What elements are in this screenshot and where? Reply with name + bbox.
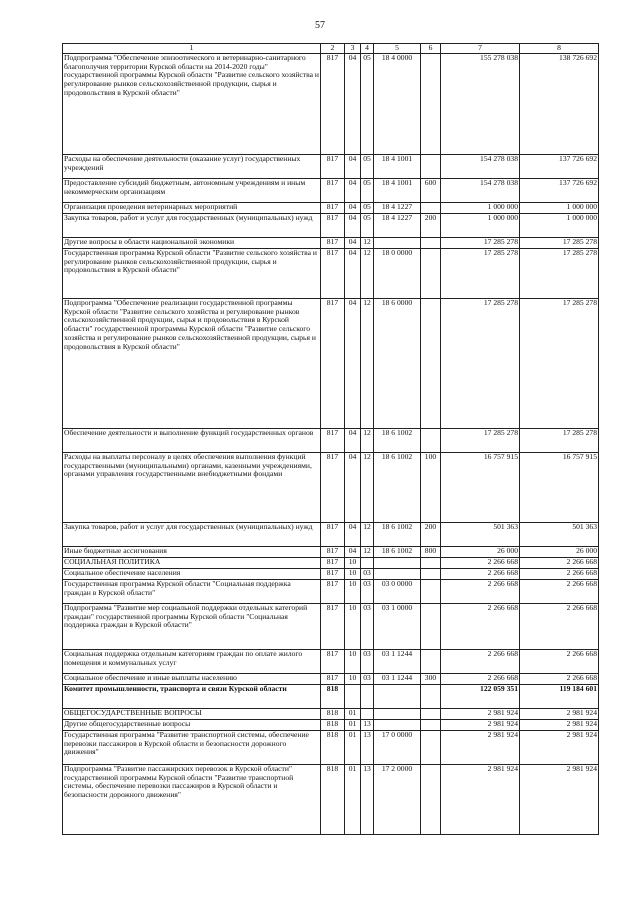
row-admin-code-cell: 817 xyxy=(321,453,345,523)
row-name-cell: Обеспечение деятельности и выполнение функций государственных органов xyxy=(63,429,321,453)
row-target-article-cell: 18 6 1002 xyxy=(374,547,421,558)
row-subsection-cell: 05 xyxy=(361,203,374,214)
table-row xyxy=(63,299,599,429)
row-amount-2016-cell: 1 000 000 xyxy=(441,203,520,214)
row-amount-2017-cell: 16 757 915 xyxy=(520,453,599,523)
row-admin-code-cell: 817 xyxy=(321,604,345,650)
row-amount-2017-cell: 137 726 692 xyxy=(520,155,599,179)
row-amount-2017-cell: 2 266 668 xyxy=(520,569,599,580)
row-amount-2017-cell: 2 266 668 xyxy=(520,674,599,685)
table-header-row xyxy=(63,44,599,54)
row-subsection-cell: 05 xyxy=(361,214,374,238)
row-section-cell: 10 xyxy=(345,558,361,569)
row-amount-2017-cell: 138 726 692 xyxy=(520,54,599,155)
table-row xyxy=(63,685,599,709)
row-amount-2016-cell: 155 278 038 xyxy=(441,54,520,155)
row-subsection-cell: 03 xyxy=(361,650,374,674)
row-amount-2016-cell: 154 278 038 xyxy=(441,179,520,203)
row-subsection-cell: 12 xyxy=(361,523,374,547)
row-amount-2017-cell: 2 266 668 xyxy=(520,650,599,674)
row-section-cell: 04 xyxy=(345,179,361,203)
row-name-cell: Предоставление субсидий бюджетным, автономным учреждениям и иным некоммерческим организациям xyxy=(63,179,321,203)
row-name-cell: Подпрограмма "Обеспечение эпизоотического и ветеринарно-санитарного благополучия территории Курской области на 2014-2020 годы" государственной программы Курской области "Развитие сельского хозяйства и регулирование рынков сельскохозяйственной продукции, сырья и продовольствия в Курской области" xyxy=(63,54,321,155)
row-subsection-cell: 13 xyxy=(361,720,374,731)
row-subsection-cell: 03 xyxy=(361,604,374,650)
row-target-article-cell: 18 4 1227 xyxy=(374,214,421,238)
row-amount-2017-cell: 2 266 668 xyxy=(520,558,599,569)
header-cell-7: 7 xyxy=(441,44,520,54)
row-amount-2016-cell: 2 266 668 xyxy=(441,558,520,569)
row-admin-code-cell: 817 xyxy=(321,558,345,569)
row-section-cell: 01 xyxy=(345,731,361,765)
header-cell-2: 2 xyxy=(321,44,345,54)
row-target-article-cell: 18 6 0000 xyxy=(374,299,421,429)
row-expense-type-cell: 200 xyxy=(421,523,441,547)
row-admin-code-cell: 817 xyxy=(321,674,345,685)
row-expense-type-cell xyxy=(421,650,441,674)
row-subsection-cell: 13 xyxy=(361,731,374,765)
table-row xyxy=(63,604,599,650)
row-admin-code-cell: 817 xyxy=(321,299,345,429)
row-subsection-cell: 03 xyxy=(361,580,374,604)
row-section-cell: 04 xyxy=(345,299,361,429)
row-amount-2016-cell: 2 266 668 xyxy=(441,569,520,580)
row-target-article-cell: 18 6 1002 xyxy=(374,523,421,547)
table-row xyxy=(63,453,599,523)
row-target-article-cell: 18 4 0000 xyxy=(374,54,421,155)
row-section-cell: 10 xyxy=(345,580,361,604)
row-name-cell: Подпрограмма "Развитие пассажирских перевозок в Курской области" государственной программы Курской области "Развитие транспортной системы, обеспечение перевозки пассажиров в Курской области и безопасности дорожного движения" xyxy=(63,765,321,835)
row-section-cell: 04 xyxy=(345,203,361,214)
row-expense-type-cell xyxy=(421,203,441,214)
row-expense-type-cell: 300 xyxy=(421,674,441,685)
table-row xyxy=(63,155,599,179)
row-section-cell: 04 xyxy=(345,429,361,453)
row-expense-type-cell xyxy=(421,558,441,569)
row-section-cell xyxy=(345,685,361,709)
row-name-cell: Закупка товаров, работ и услуг для государственных (муниципальных) нужд xyxy=(63,214,321,238)
row-subsection-cell: 13 xyxy=(361,765,374,835)
row-admin-code-cell: 817 xyxy=(321,155,345,179)
row-section-cell: 04 xyxy=(345,249,361,299)
row-name-cell: Организация проведения ветеринарных мероприятий xyxy=(63,203,321,214)
table-row xyxy=(63,731,599,765)
row-target-article-cell: 18 0 0000 xyxy=(374,249,421,299)
row-target-article-cell: 03 1 1244 xyxy=(374,674,421,685)
row-expense-type-cell xyxy=(421,249,441,299)
row-subsection-cell: 12 xyxy=(361,299,374,429)
row-amount-2016-cell: 17 285 278 xyxy=(441,238,520,249)
table-row xyxy=(63,547,599,558)
row-name-cell: Подпрограмма "Обеспечение реализации государственной программы Курской области "Развитие сельского хозяйства и регулирование рынков сельскохозяйственной продукции, сырья и продовольствия в Курской области" государственной программы Курской области "Развитие сельского хозяйства и регулирование рынков сельскохозяйственной продукции, сырья и продовольствия в Курской области" xyxy=(63,299,321,429)
row-amount-2016-cell: 17 285 278 xyxy=(441,299,520,429)
row-target-article-cell: 18 6 1002 xyxy=(374,429,421,453)
row-expense-type-cell xyxy=(421,709,441,720)
row-name-cell: Иные бюджетные ассигнования xyxy=(63,547,321,558)
row-amount-2016-cell: 2 981 924 xyxy=(441,765,520,835)
row-target-article-cell: 03 0 0000 xyxy=(374,580,421,604)
row-amount-2016-cell: 2 266 668 xyxy=(441,580,520,604)
row-expense-type-cell xyxy=(421,155,441,179)
row-amount-2016-cell: 2 981 924 xyxy=(441,731,520,765)
row-admin-code-cell: 817 xyxy=(321,523,345,547)
row-expense-type-cell xyxy=(421,765,441,835)
row-admin-code-cell: 818 xyxy=(321,709,345,720)
row-amount-2016-cell: 17 285 278 xyxy=(441,249,520,299)
row-name-cell: Другие вопросы в области национальной экономики xyxy=(63,238,321,249)
row-amount-2017-cell: 26 000 xyxy=(520,547,599,558)
row-target-article-cell: 18 4 1227 xyxy=(374,203,421,214)
table-row xyxy=(63,580,599,604)
row-amount-2017-cell: 1 000 000 xyxy=(520,214,599,238)
row-subsection-cell xyxy=(361,685,374,709)
row-admin-code-cell: 817 xyxy=(321,547,345,558)
header-cell-1: 1 xyxy=(63,44,321,54)
row-expense-type-cell xyxy=(421,685,441,709)
row-subsection-cell: 03 xyxy=(361,569,374,580)
row-amount-2016-cell: 2 266 668 xyxy=(441,650,520,674)
row-amount-2016-cell: 26 000 xyxy=(441,547,520,558)
row-name-cell: Расходы на обеспечение деятельности (оказание услуг) государственных учреждений xyxy=(63,155,321,179)
row-expense-type-cell xyxy=(421,238,441,249)
row-expense-type-cell xyxy=(421,580,441,604)
row-amount-2017-cell: 2 266 668 xyxy=(520,580,599,604)
table-row xyxy=(63,650,599,674)
row-target-article-cell xyxy=(374,238,421,249)
table-row xyxy=(63,429,599,453)
row-section-cell: 04 xyxy=(345,238,361,249)
row-admin-code-cell: 817 xyxy=(321,249,345,299)
row-amount-2017-cell: 2 266 668 xyxy=(520,604,599,650)
row-subsection-cell: 05 xyxy=(361,155,374,179)
table-row xyxy=(63,765,599,835)
row-subsection-cell xyxy=(361,558,374,569)
row-admin-code-cell: 817 xyxy=(321,569,345,580)
row-expense-type-cell: 800 xyxy=(421,547,441,558)
row-admin-code-cell: 817 xyxy=(321,650,345,674)
row-admin-code-cell: 817 xyxy=(321,203,345,214)
row-subsection-cell: 12 xyxy=(361,249,374,299)
row-expense-type-cell xyxy=(421,429,441,453)
row-amount-2016-cell: 16 757 915 xyxy=(441,453,520,523)
row-target-article-cell: 18 6 1002 xyxy=(374,453,421,523)
row-target-article-cell xyxy=(374,569,421,580)
row-target-article-cell: 17 0 0000 xyxy=(374,731,421,765)
row-amount-2017-cell: 17 285 278 xyxy=(520,429,599,453)
row-name-cell: Социальное обеспечение и иные выплаты населению xyxy=(63,674,321,685)
row-admin-code-cell: 817 xyxy=(321,179,345,203)
table-row xyxy=(63,569,599,580)
row-section-cell: 04 xyxy=(345,523,361,547)
table-row xyxy=(63,523,599,547)
row-subsection-cell: 12 xyxy=(361,429,374,453)
row-name-cell: Социальное обеспечение населения xyxy=(63,569,321,580)
row-section-cell: 04 xyxy=(345,453,361,523)
row-target-article-cell: 18 4 1001 xyxy=(374,155,421,179)
row-target-article-cell: 03 1 0000 xyxy=(374,604,421,650)
row-amount-2017-cell: 2 981 924 xyxy=(520,731,599,765)
row-section-cell: 04 xyxy=(345,54,361,155)
row-name-cell: Государственная программа "Развитие транспортной системы, обеспечение перевозки пассажиров в Курской области и безопасности дорожного движения" xyxy=(63,731,321,765)
row-section-cell: 01 xyxy=(345,765,361,835)
row-expense-type-cell xyxy=(421,54,441,155)
row-amount-2016-cell: 2 266 668 xyxy=(441,674,520,685)
header-cell-5: 5 xyxy=(374,44,421,54)
row-amount-2017-cell: 119 184 601 xyxy=(520,685,599,709)
row-section-cell: 10 xyxy=(345,569,361,580)
row-subsection-cell: 12 xyxy=(361,453,374,523)
row-name-cell: Государственная программа Курской области "Развитие сельского хозяйства и регулирование рынков сельскохозяйственной продукции, сырья и продовольствия в Курской области" xyxy=(63,249,321,299)
row-amount-2017-cell: 17 285 278 xyxy=(520,238,599,249)
row-target-article-cell: 18 4 1001 xyxy=(374,179,421,203)
row-amount-2016-cell: 2 266 668 xyxy=(441,604,520,650)
row-admin-code-cell: 817 xyxy=(321,238,345,249)
row-section-cell: 10 xyxy=(345,650,361,674)
row-section-cell: 04 xyxy=(345,155,361,179)
table-row xyxy=(63,709,599,720)
budget-table xyxy=(62,43,599,835)
row-expense-type-cell: 100 xyxy=(421,453,441,523)
row-admin-code-cell: 818 xyxy=(321,720,345,731)
header-cell-4: 4 xyxy=(361,44,374,54)
page-number: 57 xyxy=(315,20,325,31)
row-subsection-cell: 12 xyxy=(361,238,374,249)
row-admin-code-cell: 817 xyxy=(321,214,345,238)
row-target-article-cell: 03 1 1244 xyxy=(374,650,421,674)
row-admin-code-cell: 817 xyxy=(321,580,345,604)
row-section-cell: 10 xyxy=(345,604,361,650)
row-subsection-cell: 12 xyxy=(361,547,374,558)
row-amount-2017-cell: 137 726 692 xyxy=(520,179,599,203)
row-admin-code-cell: 818 xyxy=(321,685,345,709)
table-row xyxy=(63,179,599,203)
row-subsection-cell: 03 xyxy=(361,674,374,685)
row-name-cell: Другие общегосударственные вопросы xyxy=(63,720,321,731)
row-name-cell: Комитет промышленности, транспорта и связи Курской области xyxy=(63,685,321,709)
row-amount-2016-cell: 2 981 924 xyxy=(441,709,520,720)
header-cell-3: 3 xyxy=(345,44,361,54)
row-name-cell: Государственная программа Курской области "Социальная поддержка граждан в Курской области" xyxy=(63,580,321,604)
row-expense-type-cell xyxy=(421,731,441,765)
row-amount-2017-cell: 17 285 278 xyxy=(520,249,599,299)
row-admin-code-cell: 818 xyxy=(321,731,345,765)
row-section-cell: 04 xyxy=(345,214,361,238)
table-row xyxy=(63,674,599,685)
row-name-cell: Расходы на выплаты персоналу в целях обеспечения выполнения функций государственными (муниципальными) органами, казенными учреждениями, органами управления государственными внебюджетными фондами xyxy=(63,453,321,523)
row-amount-2016-cell: 2 981 924 xyxy=(441,720,520,731)
row-admin-code-cell: 817 xyxy=(321,54,345,155)
row-expense-type-cell: 600 xyxy=(421,179,441,203)
row-expense-type-cell xyxy=(421,604,441,650)
table-row xyxy=(63,558,599,569)
table-row xyxy=(63,203,599,214)
header-cell-6: 6 xyxy=(421,44,441,54)
row-name-cell: Закупка товаров, работ и услуг для государственных (муниципальных) нужд xyxy=(63,523,321,547)
row-expense-type-cell xyxy=(421,569,441,580)
row-subsection-cell: 05 xyxy=(361,54,374,155)
row-expense-type-cell xyxy=(421,720,441,731)
row-amount-2017-cell: 501 363 xyxy=(520,523,599,547)
row-target-article-cell xyxy=(374,685,421,709)
row-subsection-cell xyxy=(361,709,374,720)
row-target-article-cell xyxy=(374,720,421,731)
row-admin-code-cell: 818 xyxy=(321,765,345,835)
row-amount-2017-cell: 2 981 924 xyxy=(520,720,599,731)
header-cell-8: 8 xyxy=(520,44,599,54)
row-expense-type-cell xyxy=(421,299,441,429)
row-name-cell: Социальная поддержка отдельным категориям граждан по оплате жилого помещения и коммунальных услуг xyxy=(63,650,321,674)
row-amount-2016-cell: 154 278 038 xyxy=(441,155,520,179)
row-section-cell: 01 xyxy=(345,709,361,720)
table-row xyxy=(63,720,599,731)
row-name-cell: Подпрограмма "Развитие мер социальной поддержки отдельных категорий граждан" государственной программы Курской области "Социальная поддержка граждан в Курской области" xyxy=(63,604,321,650)
row-amount-2016-cell: 1 000 000 xyxy=(441,214,520,238)
row-subsection-cell: 05 xyxy=(361,179,374,203)
row-amount-2017-cell: 1 000 000 xyxy=(520,203,599,214)
table-row xyxy=(63,238,599,249)
row-target-article-cell: 17 2 0000 xyxy=(374,765,421,835)
row-amount-2017-cell: 2 981 924 xyxy=(520,765,599,835)
row-amount-2017-cell: 2 981 924 xyxy=(520,709,599,720)
row-expense-type-cell: 200 xyxy=(421,214,441,238)
table-row xyxy=(63,214,599,238)
row-section-cell: 04 xyxy=(345,547,361,558)
row-amount-2017-cell: 17 285 278 xyxy=(520,299,599,429)
row-name-cell: ОБЩЕГОСУДАРСТВЕННЫЕ ВОПРОСЫ xyxy=(63,709,321,720)
row-admin-code-cell: 817 xyxy=(321,429,345,453)
row-section-cell: 01 xyxy=(345,720,361,731)
row-section-cell: 10 xyxy=(345,674,361,685)
row-target-article-cell xyxy=(374,709,421,720)
table-row xyxy=(63,54,599,155)
row-amount-2016-cell: 17 285 278 xyxy=(441,429,520,453)
table-row xyxy=(63,249,599,299)
row-name-cell: СОЦИАЛЬНАЯ ПОЛИТИКА xyxy=(63,558,321,569)
row-amount-2016-cell: 501 363 xyxy=(441,523,520,547)
row-amount-2016-cell: 122 059 351 xyxy=(441,685,520,709)
row-target-article-cell xyxy=(374,558,421,569)
